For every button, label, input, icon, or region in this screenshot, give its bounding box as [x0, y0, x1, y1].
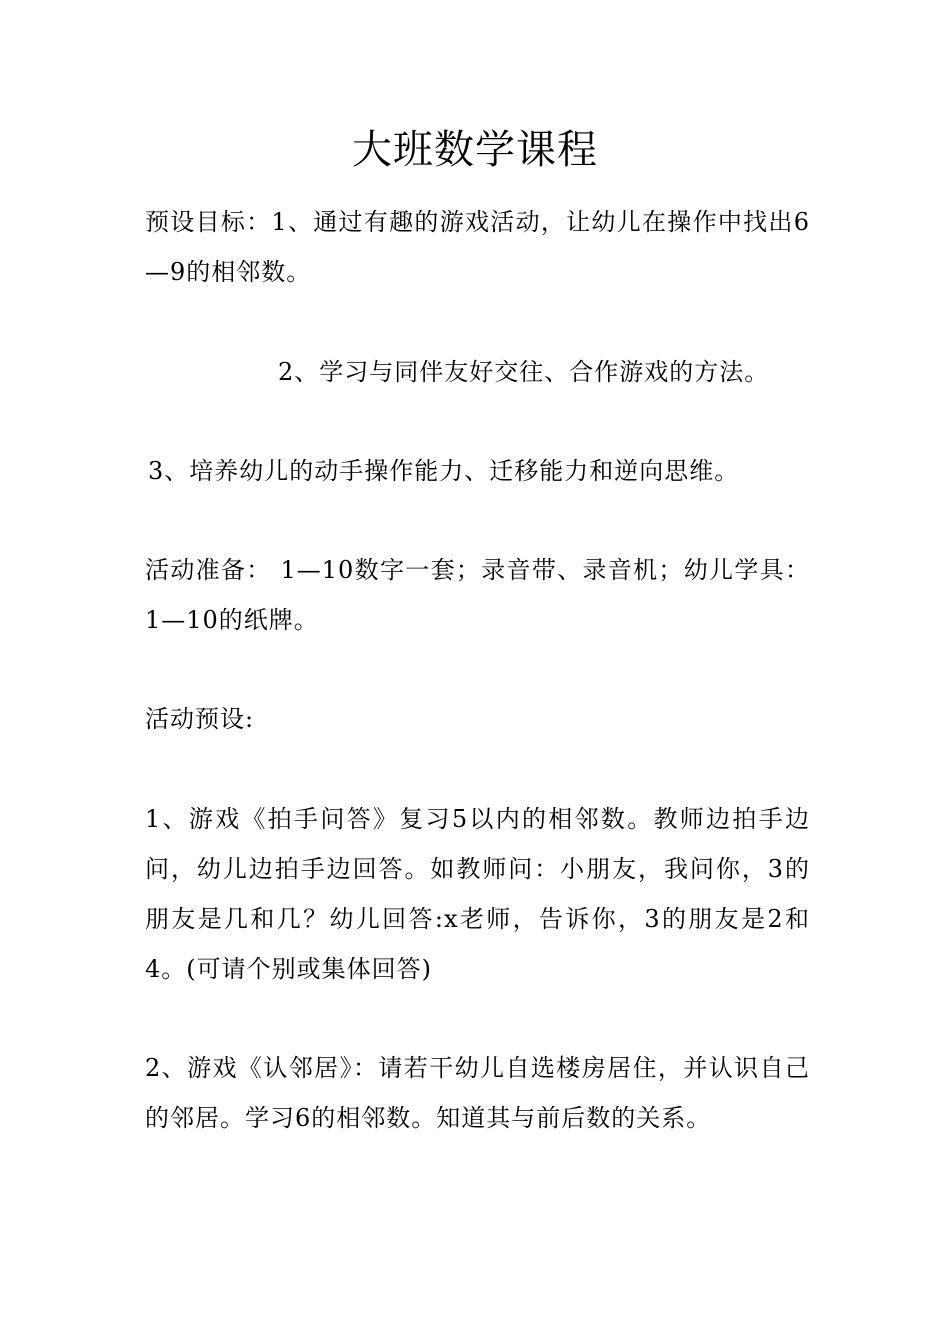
page-title: 大班数学课程 — [352, 127, 598, 173]
step-2-paragraph: 2、游戏《认邻居》：请若干幼儿自选楼房居住，并认识自己的邻居。学习6的相邻数。知道其与前后数的关系。 — [145, 1054, 810, 1132]
process-heading: 活动预设: — [145, 705, 255, 733]
goal-3-paragraph: 3、培养幼儿的动手操作能力、迁移能力和逆向思维。 — [148, 457, 740, 485]
goal-1-paragraph: 预设目标：1、通过有趣的游戏活动，让幼儿在操作中找出6—9的相邻数。 — [145, 208, 810, 286]
goal-2-paragraph: 2、学习与同伴友好交往、合作游戏的方法。 — [278, 358, 770, 386]
step-1-paragraph: 1、游戏《拍手问答》复习5以内的相邻数。教师边拍手边问，幼儿边拍手边回答。如教师问：小朋友，我问你，3的朋友是几和几？幼儿回答:x老师，告诉你，3的朋友是2和4。(可请个别或集体回答) — [145, 805, 810, 983]
preparation-paragraph: 活动准备： 1—10数字一套；录音带、录音机；幼儿学具： 1—10的纸牌。 — [145, 556, 810, 634]
